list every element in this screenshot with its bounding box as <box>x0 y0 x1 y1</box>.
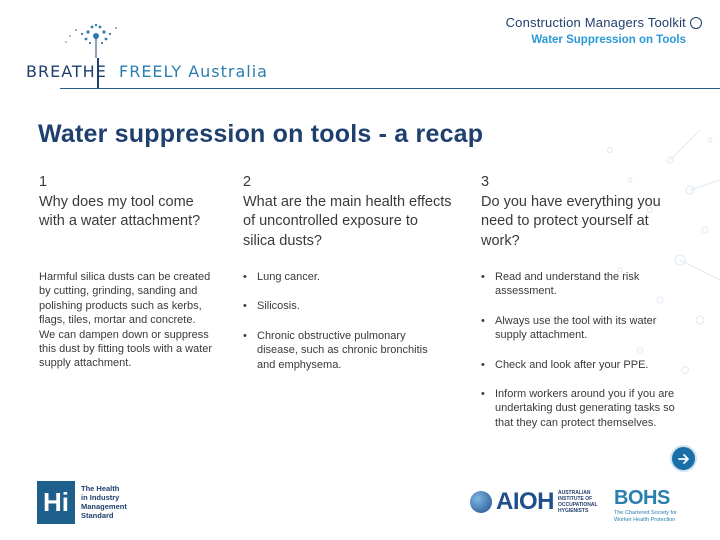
column-number: 1 <box>39 174 48 190</box>
list-item-text: Chronic obstructive pulmonary disease, such as chronic bronchitis and emphysema. <box>257 329 428 371</box>
toolkit-title-text: Construction Managers Toolkit <box>505 15 686 30</box>
hi-standard-logo <box>37 481 127 524</box>
column-question: What are the main health effects of uncontrolled exposure to silica dusts? <box>243 193 452 249</box>
list-item-text: Always use the tool with its water supply attachment. <box>495 314 657 342</box>
page-title: Water suppression on tools - a recap <box>38 120 484 148</box>
hi-text-line: The Health <box>81 484 120 493</box>
brand-left: BREATHE <box>26 62 107 81</box>
aioh-text-line: INSTITUTE OF <box>558 496 593 502</box>
dandelion-icon <box>62 22 132 58</box>
column-number: 3 <box>481 174 490 190</box>
toolkit-title <box>506 15 702 30</box>
column-2-heading <box>243 173 453 251</box>
hi-mark: Hi <box>37 481 75 524</box>
bullet-glyph: • <box>481 314 485 327</box>
hi-text <box>81 484 127 520</box>
aioh-text-line: AUSTRALIAN <box>558 490 591 496</box>
list-item <box>243 299 448 313</box>
bohs-logo <box>614 487 694 523</box>
hi-text-line: Standard <box>81 511 114 520</box>
toolkit-subtitle: Water Suppression on Tools <box>531 34 686 46</box>
bullet-glyph: • <box>243 271 247 283</box>
column-3-heading <box>481 173 691 251</box>
list-item <box>481 358 681 372</box>
brand-wordmark <box>26 62 268 81</box>
list-item <box>481 387 681 430</box>
bohs-mark: BOHS <box>614 487 670 509</box>
list-item <box>481 314 681 343</box>
column-1-body: Harmful silica dusts can be created by cutting, grinding, sanding and polishing products such as kerbs, flags, tiles, mortar and concrete. We can dampen down or suppress this dust by fitting tools with a water supply attachment. <box>39 271 213 370</box>
list-item-text: Lung cancer. <box>257 271 320 283</box>
brand-right: FREELY Australia <box>119 62 268 81</box>
column-question: Do you have everything you need to protect yourself at work? <box>481 193 661 249</box>
aioh-mark: AIOH <box>496 488 554 515</box>
bohs-text <box>614 510 694 523</box>
breathe-freely-logo <box>26 22 268 92</box>
aioh-text-line: OCCUPATIONAL <box>558 502 598 508</box>
bullet-glyph: • <box>481 358 485 371</box>
list-item-text: Silicosis. <box>257 300 300 313</box>
list-item <box>243 329 448 372</box>
bullet-glyph: • <box>481 388 485 401</box>
list-item-text: Read and understand the risk assessment. <box>495 271 640 298</box>
globe-icon <box>470 491 492 513</box>
aioh-logo <box>470 488 600 516</box>
bohs-text-line: The Chartered Society for <box>614 510 677 516</box>
toolkit-header <box>506 14 702 46</box>
bullet-glyph: • <box>481 271 485 283</box>
header-divider <box>60 88 720 89</box>
next-slide-button[interactable] <box>670 445 697 472</box>
hi-text-line: in Industry <box>81 493 120 502</box>
column-question: Why does my tool come with a water attachment? <box>39 193 201 229</box>
list-item-text: Inform workers around you if you are undertaking dust generating tasks so that they can protect themselves. <box>495 388 675 429</box>
hi-text-line: Management <box>81 502 127 511</box>
list-item <box>243 270 448 284</box>
list-item-text: Check and look after your PPE. <box>495 358 649 371</box>
column-1-heading <box>39 173 209 232</box>
globe-icon <box>690 17 702 29</box>
column-3-list <box>481 270 681 445</box>
aioh-text-line: HYGIENISTS <box>558 508 589 514</box>
bullet-glyph: • <box>243 329 247 342</box>
aioh-text <box>558 490 600 514</box>
arrow-right-icon <box>677 452 691 466</box>
bullet-glyph: • <box>243 300 247 313</box>
column-2-list <box>243 270 448 387</box>
list-item <box>481 270 681 299</box>
bohs-text-line: Worker Health Protection <box>614 516 676 523</box>
column-number: 2 <box>243 174 252 190</box>
